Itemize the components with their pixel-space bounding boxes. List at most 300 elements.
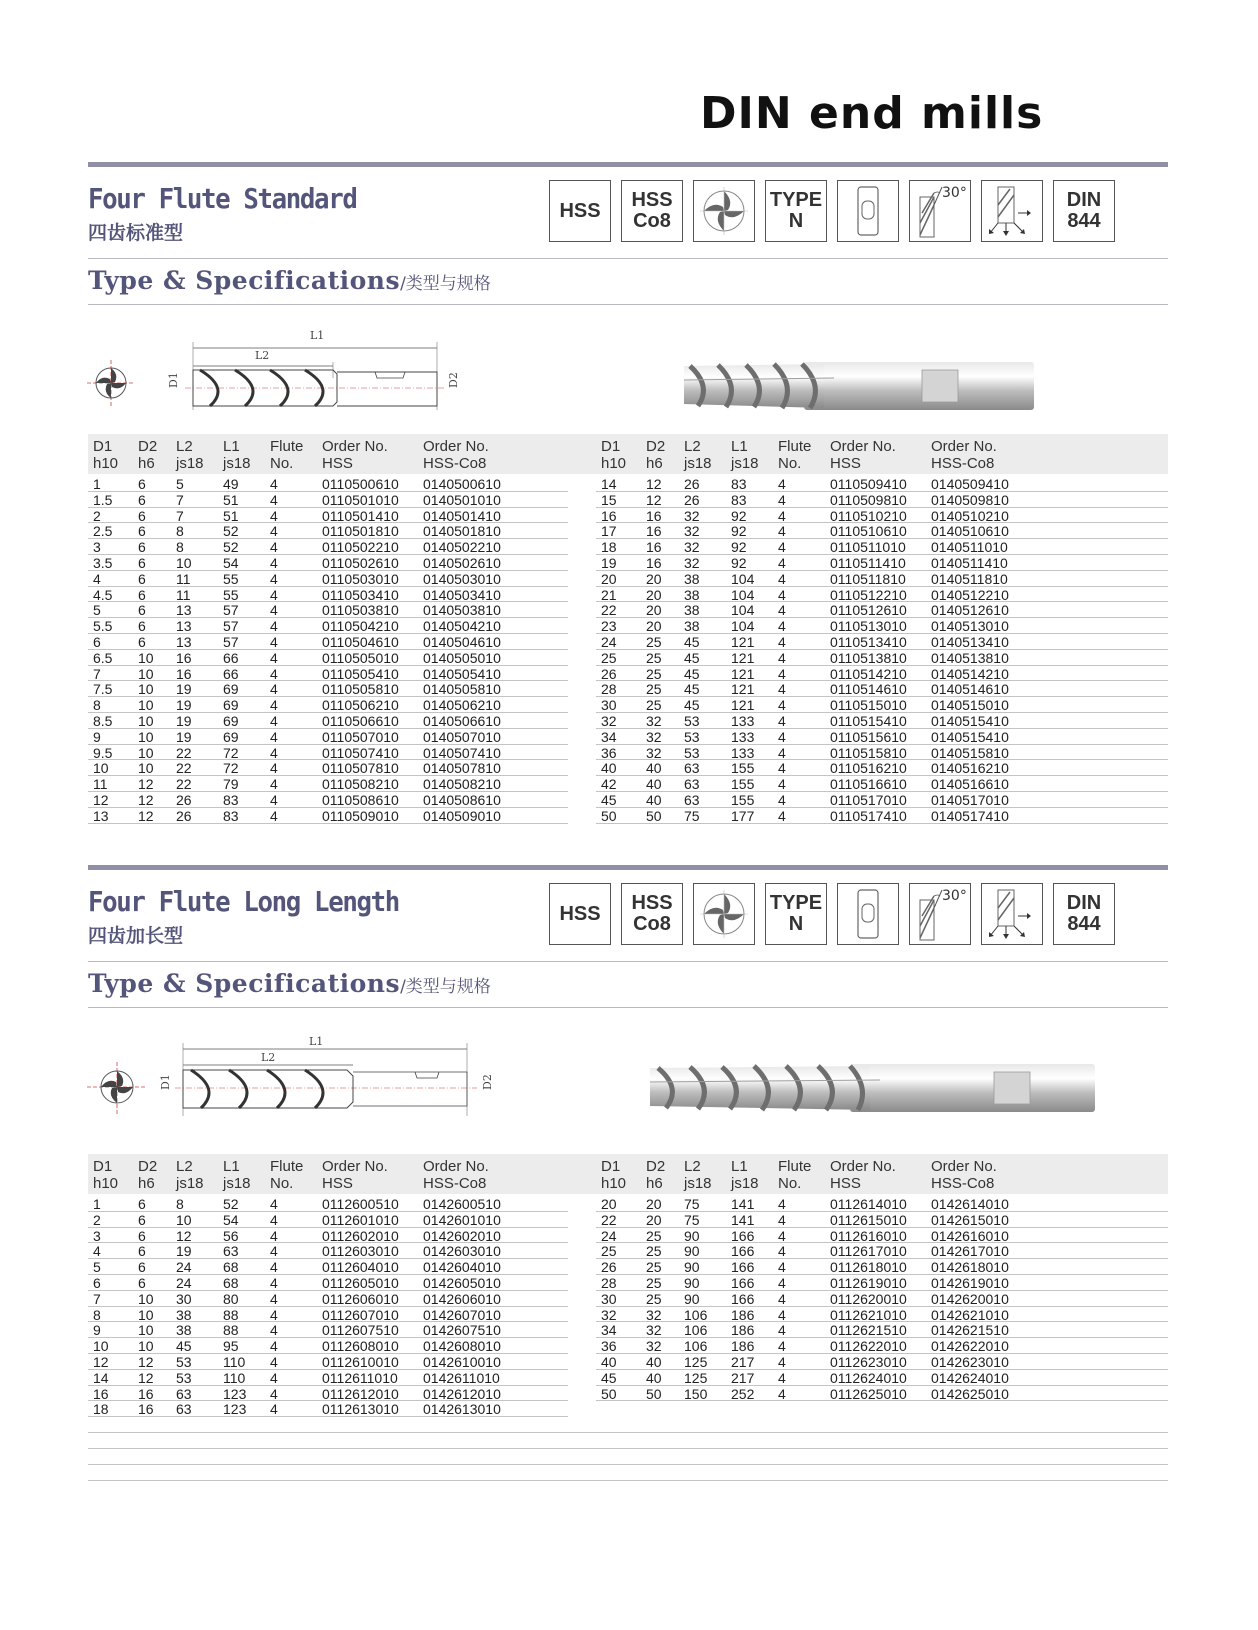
table-row	[596, 476, 1168, 492]
cell-l2: 45	[684, 634, 700, 650]
header-sublabel: h6	[646, 455, 663, 472]
cell-d2: 16	[646, 507, 662, 524]
header-sublabel: js18	[731, 1175, 759, 1192]
header-order-co8	[423, 438, 489, 472]
cell-flute: 4	[270, 776, 278, 793]
cell-l1: 141	[731, 1211, 755, 1228]
table-row	[88, 792, 568, 808]
cell-flute: 4	[778, 1306, 786, 1323]
table-header	[88, 434, 1168, 474]
cell-order-hss: 0110503810	[322, 602, 399, 619]
cell-l1: 56	[223, 1227, 239, 1244]
cell-l1: 155	[731, 776, 755, 793]
cell-l2: 11	[176, 586, 191, 603]
type-n-label: N	[788, 210, 804, 232]
cell-order-co8: 0140515410	[931, 713, 1009, 729]
cell-order-hss: 0112610010	[322, 1354, 399, 1370]
cell-l2: 53	[684, 744, 700, 761]
cell-order-co8: 0142601010	[423, 1211, 501, 1228]
cell-flute: 4	[778, 570, 786, 587]
cell-d1: 6	[93, 634, 101, 650]
cell-d2: 25	[646, 634, 662, 650]
cell-l1: 155	[731, 760, 755, 777]
table-row	[88, 1291, 568, 1307]
cell-d2: 40	[646, 760, 662, 777]
cell-l2: 53	[176, 1354, 192, 1370]
cell-flute: 4	[270, 1369, 278, 1386]
header-sublabel: js18	[684, 1175, 712, 1192]
cell-l1: 92	[731, 555, 747, 571]
table-row	[596, 618, 1168, 634]
cell-l1: 166	[731, 1275, 755, 1291]
cell-d2: 20	[646, 586, 662, 603]
cell-l2: 26	[176, 807, 192, 824]
cell-l2: 24	[176, 1259, 192, 1276]
cell-d1: 10	[93, 760, 109, 777]
cell-l1: 133	[731, 713, 755, 729]
cell-flute: 4	[270, 649, 278, 666]
cell-d2: 10	[138, 713, 154, 729]
table-row	[88, 666, 568, 682]
cell-order-co8: 0140505810	[423, 681, 501, 698]
header-l1	[731, 1158, 759, 1192]
cell-d2: 50	[646, 807, 662, 824]
hss-co8-badge	[621, 180, 683, 242]
cell-flute: 4	[778, 1369, 786, 1386]
type-label: TYPE	[769, 189, 823, 211]
d2-label: D2	[481, 1074, 494, 1090]
cell-d2: 12	[138, 1369, 154, 1386]
hss-co8-badge	[621, 883, 683, 945]
cell-d1: 42	[601, 776, 617, 793]
cell-l2: 45	[684, 697, 700, 714]
cell-order-hss: 0110513010	[830, 618, 907, 635]
cell-l2: 26	[176, 792, 192, 808]
cell-order-co8: 0142617010	[931, 1243, 1009, 1260]
cell-d2: 6	[138, 1211, 146, 1228]
cell-l1: 155	[731, 792, 755, 808]
cell-flute: 4	[778, 507, 786, 524]
cell-flute: 4	[270, 1290, 278, 1307]
cell-order-hss: 0110517010	[830, 792, 907, 808]
cell-order-hss: 0112611010	[322, 1369, 398, 1386]
cell-order-hss: 0110501410	[322, 507, 399, 524]
cell-d1: 2	[93, 1211, 101, 1228]
table-row	[88, 555, 568, 571]
table-row	[596, 1307, 1168, 1323]
cell-order-hss: 0110515810	[830, 744, 907, 761]
table-row	[88, 1228, 568, 1244]
cell-d2: 10	[138, 649, 154, 666]
cell-d2: 6	[138, 586, 146, 603]
cell-order-co8: 0140500610	[423, 476, 501, 492]
cell-d1: 4.5	[93, 586, 113, 603]
cell-l1: 83	[731, 476, 747, 492]
table-row	[596, 1338, 1168, 1354]
hss-label: HSS	[559, 199, 601, 222]
cell-order-co8: 0140507810	[423, 760, 501, 777]
cell-order-co8: 0140509010	[423, 807, 501, 824]
cell-flute: 4	[778, 634, 786, 650]
cell-order-co8: 0140508610	[423, 792, 501, 808]
table-row	[88, 1275, 568, 1291]
cell-l2: 90	[684, 1259, 700, 1276]
cell-order-hss: 0112612010	[322, 1385, 399, 1402]
cell-d2: 16	[138, 1401, 154, 1418]
cell-order-hss: 0110506610	[322, 713, 399, 729]
table-blank-row	[88, 1432, 1168, 1433]
cell-l2: 106	[684, 1338, 708, 1355]
cell-d1: 6.5	[93, 649, 113, 666]
cell-l1: 177	[731, 807, 755, 824]
cell-flute: 4	[778, 1259, 786, 1276]
cell-l1: 166	[731, 1290, 755, 1307]
cell-l1: 166	[731, 1259, 755, 1276]
cell-l1: 166	[731, 1227, 755, 1244]
cell-order-co8: 0142618010	[931, 1259, 1009, 1276]
cell-l1: 51	[223, 507, 239, 524]
cell-l1: 54	[223, 555, 239, 571]
cell-d2: 32	[646, 1338, 662, 1355]
cell-l2: 38	[684, 586, 700, 603]
cell-l1: 63	[223, 1243, 239, 1260]
header-sublabel: js18	[223, 455, 251, 472]
side-view	[159, 1035, 494, 1116]
header-label: L1	[731, 1158, 748, 1175]
cell-l2: 16	[176, 665, 192, 682]
divider	[88, 258, 1168, 259]
cell-d2: 32	[646, 1322, 662, 1339]
table-row	[596, 650, 1168, 666]
helix-angle-icon	[909, 883, 971, 945]
cell-l1: 69	[223, 728, 239, 745]
table-row	[596, 492, 1168, 508]
cell-order-co8: 0142621510	[931, 1322, 1009, 1339]
header-sublabel: HSS-Co8	[931, 1175, 995, 1192]
cell-order-hss: 0110500610	[322, 476, 399, 492]
cell-order-hss: 0110504610	[322, 634, 399, 650]
header-sublabel: js18	[731, 455, 759, 472]
cell-order-hss: 0112608010	[322, 1338, 399, 1355]
cell-d2: 25	[646, 681, 662, 698]
cell-order-co8: 0140517410	[931, 807, 1009, 824]
cell-order-co8: 0140513810	[931, 649, 1009, 666]
cell-flute: 4	[778, 792, 786, 808]
header-d1	[601, 438, 626, 472]
header-label: Order No.	[830, 438, 896, 455]
cell-d2: 10	[138, 1322, 154, 1339]
cell-l1: 110	[223, 1354, 246, 1370]
cell-d2: 6	[138, 602, 146, 619]
table-row	[88, 1212, 568, 1228]
cell-flute: 4	[778, 776, 786, 793]
divider	[88, 304, 1168, 305]
cell-order-co8: 0140512210	[931, 586, 1009, 603]
table-row	[596, 1212, 1168, 1228]
cell-order-hss: 0112623010	[830, 1354, 907, 1370]
header-order-co8	[423, 1158, 489, 1192]
cell-flute: 4	[778, 744, 786, 761]
cell-l1: 110	[223, 1369, 246, 1386]
cell-d2: 25	[646, 1275, 662, 1291]
cell-l1: 141	[731, 1196, 755, 1212]
spec-title-cn: /类型与规格	[400, 977, 491, 997]
cell-flute: 4	[270, 713, 278, 729]
cell-l2: 45	[176, 1338, 192, 1355]
cell-order-hss: 0112614010	[830, 1196, 907, 1212]
cell-d1: 15	[601, 491, 617, 508]
header-sublabel: h10	[93, 1175, 119, 1192]
cell-l1: 83	[223, 792, 239, 808]
header-order-hss	[830, 1158, 896, 1192]
cell-order-co8: 0140515010	[931, 697, 1009, 714]
cell-d1: 30	[601, 1290, 617, 1307]
cell-order-hss: 0110514610	[830, 681, 907, 698]
header-sublabel: js18	[684, 455, 712, 472]
cell-d2: 6	[138, 476, 146, 492]
cell-l2: 19	[176, 697, 192, 714]
cell-d1: 17	[601, 523, 617, 540]
shank-flat-icon	[837, 180, 899, 242]
cell-l2: 75	[684, 1196, 700, 1212]
table-row	[88, 1338, 568, 1354]
cell-order-co8: 0140504210	[423, 618, 501, 635]
cell-l2: 90	[684, 1275, 700, 1291]
cell-flute: 4	[778, 602, 786, 619]
l2-label: L2	[255, 349, 270, 362]
cell-order-hss: 0110505010	[322, 649, 399, 666]
cell-l1: 133	[731, 728, 755, 745]
shank-flat-icon	[837, 883, 899, 945]
cell-d1: 36	[601, 744, 617, 761]
hss-co8-label-2: Co8	[633, 913, 671, 935]
cell-order-hss: 0112601010	[322, 1211, 399, 1228]
cell-order-hss: 0112617010	[830, 1243, 907, 1260]
cell-flute: 4	[778, 555, 786, 571]
table-row	[596, 666, 1168, 682]
cell-order-hss: 0110515610	[830, 728, 907, 745]
table-header	[88, 1154, 1168, 1194]
header-flute	[270, 1158, 303, 1192]
cell-l1: 69	[223, 713, 239, 729]
cell-d2: 10	[138, 744, 154, 761]
din-badge	[1053, 883, 1115, 945]
header-l2	[176, 1158, 204, 1192]
cell-l1: 80	[223, 1290, 239, 1307]
cell-l1: 83	[223, 807, 239, 824]
cell-l1: 121	[731, 681, 755, 698]
cell-flute: 4	[778, 1275, 786, 1291]
cell-order-hss: 0112621510	[830, 1322, 907, 1339]
spec-title-en: Type & Specifications	[88, 266, 401, 295]
cell-order-co8: 0140511410	[931, 555, 1008, 571]
cell-order-co8: 0140503810	[423, 602, 501, 619]
l2-label: L2	[261, 1051, 276, 1064]
end-mill-photo	[650, 1062, 1098, 1114]
table-row	[596, 1386, 1168, 1402]
cell-order-hss: 0110501810	[322, 523, 399, 540]
header-label: L2	[684, 438, 701, 455]
end-view-icon	[87, 1062, 147, 1114]
cell-order-hss: 0110505810	[322, 681, 399, 698]
cell-l2: 38	[684, 602, 700, 619]
cell-l2: 38	[176, 1322, 192, 1339]
cell-l1: 133	[731, 744, 755, 761]
cell-l2: 53	[684, 713, 700, 729]
header-sublabel: No.	[778, 1175, 802, 1192]
header-order-hss	[322, 1158, 388, 1192]
cell-d1: 34	[601, 728, 617, 745]
cell-flute: 4	[270, 760, 278, 777]
section-divider	[88, 865, 1168, 870]
cell-l1: 217	[731, 1354, 755, 1370]
cell-order-hss: 0110503010	[322, 570, 399, 587]
cell-flute: 4	[270, 1354, 278, 1370]
cell-order-co8: 0142621010	[931, 1306, 1009, 1323]
table-row	[88, 681, 568, 697]
feature-badges	[549, 180, 1115, 242]
cell-order-hss: 0110513810	[830, 649, 907, 666]
cell-l2: 10	[176, 555, 192, 571]
header-d2	[138, 438, 157, 472]
d1-label: D1	[167, 372, 180, 388]
header-label: D2	[646, 438, 666, 455]
cell-l2: 32	[684, 539, 700, 556]
spec-title	[88, 266, 491, 295]
divider	[88, 961, 1168, 962]
cell-d2: 12	[138, 792, 154, 808]
cell-flute: 4	[270, 1259, 278, 1276]
header-label: D2	[646, 1158, 666, 1175]
header-label: D2	[138, 1158, 158, 1175]
helix-angle-label: 30°	[942, 185, 967, 201]
cell-l2: 8	[176, 539, 184, 556]
cell-order-co8: 0140501810	[423, 523, 501, 540]
cell-d1: 28	[601, 681, 617, 698]
l1-label: L1	[309, 1035, 324, 1048]
cell-d1: 34	[601, 1322, 617, 1339]
table-row	[88, 492, 568, 508]
cell-order-hss: 0112619010	[830, 1275, 907, 1291]
hss-label: HSS	[559, 902, 601, 925]
cell-d2: 12	[646, 476, 662, 492]
cell-l1: 121	[731, 697, 755, 714]
cell-order-hss: 0110509410	[830, 476, 907, 492]
cell-l2: 32	[684, 523, 700, 540]
cell-d1: 5	[93, 1259, 101, 1276]
header-label: Order No.	[931, 438, 997, 455]
header-label: L1	[731, 438, 748, 455]
cell-order-hss: 0110501010	[322, 491, 399, 508]
cell-order-co8: 0140502210	[423, 539, 501, 556]
cell-l1: 104	[731, 602, 755, 619]
cell-l1: 51	[223, 491, 239, 508]
cell-d1: 7	[93, 665, 101, 682]
table-row	[596, 634, 1168, 650]
cell-d2: 6	[138, 1196, 146, 1212]
cell-order-hss: 0112616010	[830, 1227, 907, 1244]
cell-d1: 32	[601, 1306, 617, 1323]
cell-l1: 57	[223, 602, 239, 619]
header-label: L1	[223, 1158, 240, 1175]
cell-flute: 4	[778, 1227, 786, 1244]
header-sublabel: h10	[601, 1175, 627, 1192]
header-d2	[646, 438, 665, 472]
cell-order-hss: 0110509810	[830, 491, 907, 508]
table-row	[88, 1196, 568, 1212]
header-sublabel: HSS-Co8	[931, 455, 995, 472]
cell-flute: 4	[778, 760, 786, 777]
header-label: Order No.	[322, 1158, 388, 1175]
d1-label: D1	[159, 1074, 172, 1090]
cell-flute: 4	[270, 476, 278, 492]
din-label: DIN	[1066, 189, 1102, 211]
table-row	[88, 618, 568, 634]
cell-order-co8: 0142623010	[931, 1354, 1009, 1370]
header-label: L1	[223, 438, 240, 455]
section-divider	[88, 162, 1168, 167]
cell-order-co8: 0140509810	[931, 491, 1009, 508]
cell-l1: 88	[223, 1306, 239, 1323]
cell-l2: 63	[176, 1401, 192, 1418]
table-row	[88, 634, 568, 650]
cell-l2: 45	[684, 681, 700, 698]
cell-d1: 50	[601, 807, 617, 824]
cell-flute: 4	[270, 555, 278, 571]
cell-d1: 22	[601, 602, 617, 619]
cell-flute: 4	[778, 665, 786, 682]
l1-label: L1	[310, 329, 325, 342]
table-row	[88, 808, 568, 824]
cell-d2: 10	[138, 1306, 154, 1323]
cell-l2: 12	[176, 1227, 192, 1244]
cell-d1: 25	[601, 1243, 617, 1260]
cell-flute: 4	[270, 1275, 278, 1291]
cell-order-hss: 0110505410	[322, 665, 399, 682]
cell-l1: 66	[223, 665, 239, 682]
hss-badge	[549, 180, 611, 242]
table-row	[596, 713, 1168, 729]
cell-d2: 6	[138, 1243, 146, 1260]
cell-l1: 186	[731, 1322, 755, 1339]
end-mill-photo	[684, 360, 1038, 412]
cell-l2: 30	[176, 1290, 192, 1307]
feature-badges	[549, 883, 1115, 945]
cell-d2: 16	[646, 555, 662, 571]
cell-l2: 16	[176, 649, 192, 666]
cell-l2: 13	[176, 634, 192, 650]
cell-flute: 4	[778, 1322, 786, 1339]
cell-order-hss: 0110502610	[322, 555, 399, 571]
table-row	[596, 508, 1168, 524]
cell-order-co8: 0142608010	[423, 1338, 501, 1355]
cell-d1: 24	[601, 1227, 617, 1244]
cell-d1: 12	[93, 792, 109, 808]
cell-l2: 19	[176, 728, 192, 745]
cell-l2: 75	[684, 807, 700, 824]
cell-order-co8: 0140517010	[931, 792, 1009, 808]
four-flute-icon	[693, 180, 755, 242]
cell-d1: 1	[93, 476, 101, 492]
cell-order-hss: 0112620010	[830, 1290, 907, 1307]
cell-l2: 13	[176, 602, 192, 619]
cell-d1: 13	[93, 807, 109, 824]
cell-order-hss: 0110511010	[830, 539, 906, 556]
spec-title-cn: /类型与规格	[400, 274, 491, 294]
cell-l1: 217	[731, 1369, 755, 1386]
header-label: Flute	[270, 1158, 304, 1175]
cell-order-co8: 0142606010	[423, 1290, 501, 1307]
